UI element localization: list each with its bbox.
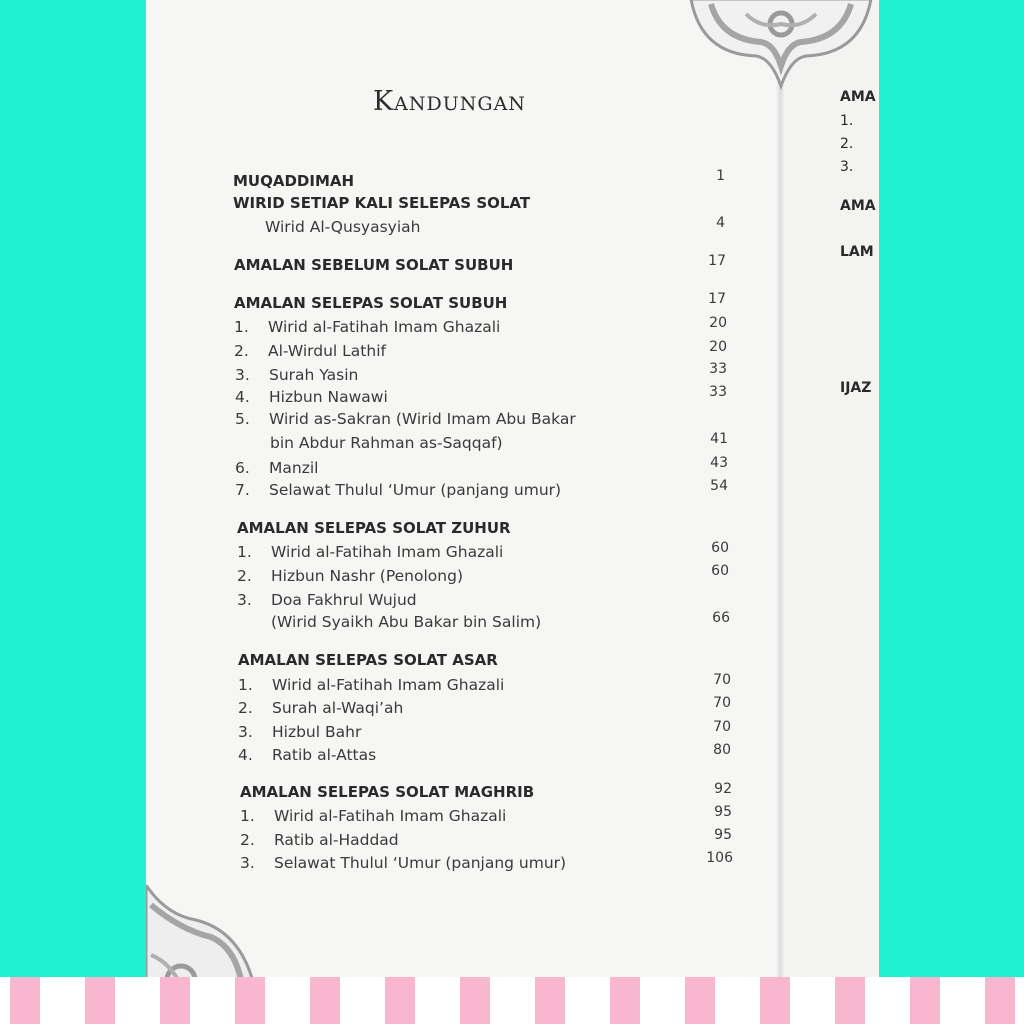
toc-page-number: 66 [712,610,730,626]
toc-heading: AMALAN SELEPAS SOLAT ASAR [238,651,498,669]
toc-page-number: 70 [713,695,731,711]
toc-page-number: 41 [710,431,728,447]
toc-item: 1. Wirid al-Fatihah Imam Ghazali [234,318,501,336]
right-page-heading: LAM [840,244,874,260]
toc-page-number: 92 [714,781,732,797]
page-title: Kandungan [373,86,526,117]
toc-page-number: 20 [709,315,727,331]
toc-page-number: 43 [710,455,728,471]
toc-item: 1. Wirid al-Fatihah Imam Ghazali [237,543,504,561]
right-page-heading: AMA [840,198,876,214]
toc-page-number: 60 [711,563,729,579]
stripe [685,977,715,1024]
toc-item: 1. Wirid al-Fatihah Imam Ghazali [238,676,505,694]
toc-item: 2. Surah al-Waqi’ah [238,699,404,717]
right-page-item: 1. [840,113,854,129]
toc-heading: AMALAN SELEPAS SOLAT SUBUH [234,294,508,312]
right-page-heading: IJAZ [840,380,872,396]
toc-page-number: 33 [709,384,727,400]
toc-item: 2. Al-Wirdul Lathif [234,342,386,360]
toc-page-number: 60 [711,540,729,556]
stripe [385,977,415,1024]
toc-page-number: 1 [716,168,725,184]
right-page [782,0,879,1024]
toc-page-number: 20 [709,339,727,355]
toc-item-continued: (Wirid Syaikh Abu Bakar bin Salim) [271,613,542,631]
right-page-item: 2. [840,136,854,152]
toc-item-continued: bin Abdur Rahman as-Saqqaf) [270,434,503,452]
toc-item: 3. Hizbul Bahr [238,723,362,741]
toc-item: 6. Manzil [235,459,319,477]
toc-page-number: 4 [716,215,725,231]
toc-item: 2. Ratib al-Haddad [240,831,399,849]
toc-page-number: 33 [709,361,727,377]
stripe [85,977,115,1024]
pink-stripe-border [0,977,1024,1024]
toc-item: 3. Surah Yasin [235,366,359,384]
right-page-heading: AMA [840,89,876,105]
stripe [985,977,1015,1024]
book-gutter [776,0,784,1024]
toc-page-number: 17 [708,291,726,307]
toc-page-number: 70 [713,672,731,688]
stripe [835,977,865,1024]
toc-heading: AMALAN SELEPAS SOLAT ZUHUR [237,519,511,537]
toc-heading: MUQADDIMAH [233,172,355,190]
toc-page-number: 95 [714,827,732,843]
right-page-item: 3. [840,159,854,175]
toc-page-number: 54 [710,478,728,494]
toc-page-number: 106 [706,850,733,866]
stripe [910,977,940,1024]
toc-item: 4. Ratib al-Attas [238,746,377,764]
toc-subentry: Wirid Al-Qusyasyiah [265,218,421,236]
stripe [10,977,40,1024]
stripe [310,977,340,1024]
toc-item: 2. Hizbun Nashr (Penolong) [237,567,463,585]
stripe [160,977,190,1024]
toc-heading: AMALAN SEBELUM SOLAT SUBUH [234,256,514,274]
toc-item: 3. Doa Fakhrul Wujud [237,591,417,609]
toc-item: 4. Hizbun Nawawi [235,388,388,406]
ornament-top-icon [686,0,876,94]
toc-page-number: 17 [708,253,726,269]
toc-page-number: 95 [714,804,732,820]
stripe [460,977,490,1024]
stripe [235,977,265,1024]
toc-page-number: 80 [713,742,731,758]
stripe [760,977,790,1024]
toc-item: 7. Selawat Thulul ‘Umur (panjang umur) [235,481,562,499]
toc-heading: AMALAN SELEPAS SOLAT MAGHRIB [240,783,535,801]
toc-page-number: 70 [713,719,731,735]
toc-item: 1. Wirid al-Fatihah Imam Ghazali [240,807,507,825]
stripe [610,977,640,1024]
toc-item: 3. Selawat Thulul ‘Umur (panjang umur) [240,854,567,872]
stripe [535,977,565,1024]
toc-heading: WIRID SETIAP KALI SELEPAS SOLAT [233,194,531,212]
toc-item: 5. Wirid as-Sakran (Wirid Imam Abu Bakar [235,410,576,428]
